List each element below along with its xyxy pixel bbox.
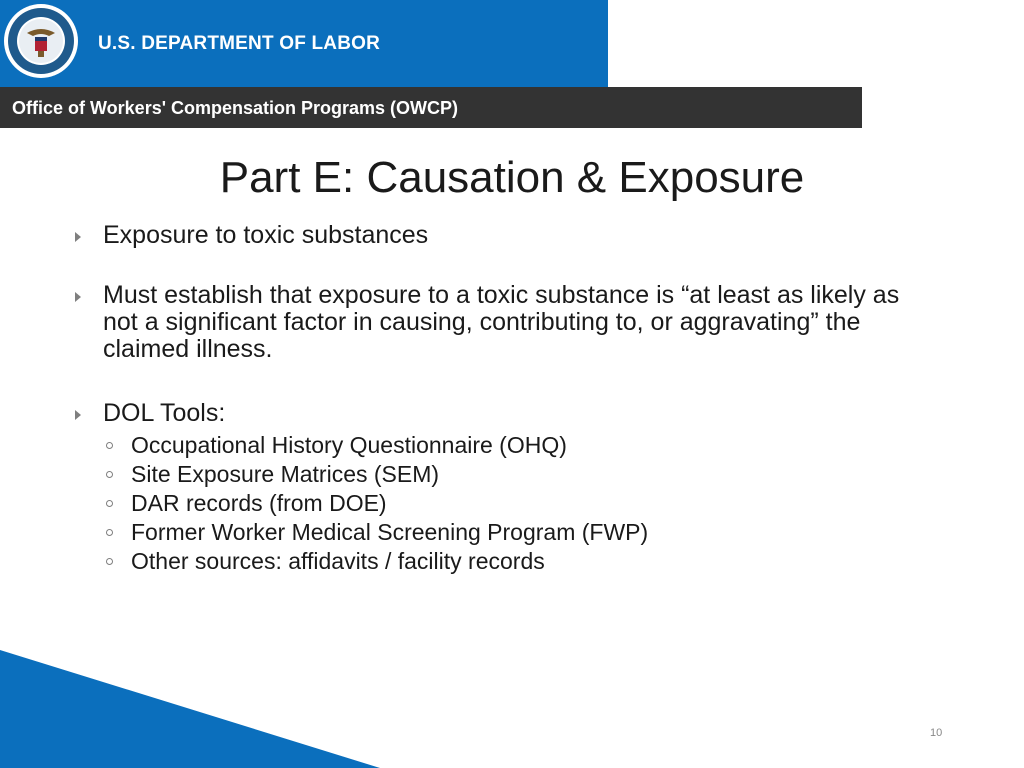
department-title: U.S. DEPARTMENT OF LABOR	[98, 33, 381, 54]
bullet-arrow-icon	[75, 410, 81, 420]
slide-title	[0, 153, 1024, 203]
tool-text: Other sources: affidavits / facility records	[131, 548, 545, 574]
corner-decoration	[0, 648, 380, 768]
sub-bullet-icon	[106, 471, 113, 478]
bullet-arrow-icon	[75, 292, 81, 302]
tool-item	[103, 489, 920, 518]
tool-text: DAR records (from DOE)	[131, 490, 387, 516]
tool-item	[103, 431, 920, 460]
sub-bullet-icon	[106, 558, 113, 565]
office-title: Office of Workers' Compensation Programs (OWCP)	[12, 98, 459, 118]
sub-bullet-icon	[106, 500, 113, 507]
bullet-item	[70, 400, 920, 427]
tool-item	[103, 547, 920, 576]
department-seal-icon	[3, 3, 79, 79]
bullet-arrow-icon	[75, 232, 81, 242]
bullet-item	[70, 282, 920, 363]
tool-item	[103, 518, 920, 547]
bullet-text: DOL Tools:	[103, 399, 226, 427]
bullet-list	[70, 222, 920, 576]
slide-title-text: Part E: Causation & Exposure	[219, 153, 805, 202]
bullet-text: Exposure to toxic substances	[103, 221, 429, 249]
bullet-text: Must establish that exposure to a toxic substance is “at least as likely as not a significant factor in causing, contributing to, or aggravating” the claimed illness.	[103, 281, 900, 363]
page-number: 10	[930, 727, 943, 739]
tool-item	[103, 460, 920, 489]
bullet-item	[70, 222, 920, 249]
tool-text: Former Worker Medical Screening Program (FWP)	[131, 519, 649, 545]
tool-text: Site Exposure Matrices (SEM)	[131, 461, 440, 487]
tool-text: Occupational History Questionnaire (OHQ)	[131, 432, 567, 458]
sub-bullet-icon	[106, 529, 113, 536]
tools-list	[70, 431, 920, 576]
sub-bullet-icon	[106, 442, 113, 449]
